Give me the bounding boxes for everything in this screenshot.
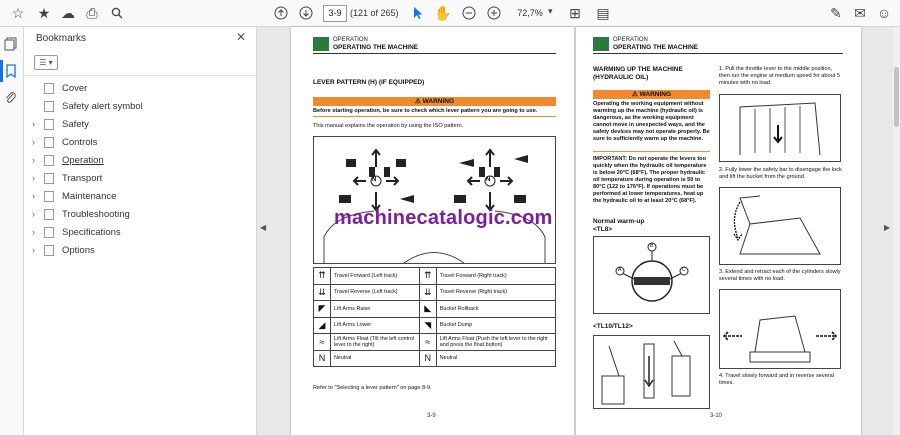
header-rule [593, 53, 843, 54]
table-row [314, 350, 556, 367]
bucket-dump-icon: ◥ [419, 317, 436, 334]
warning-rule [313, 116, 556, 117]
prev-page-glyph [274, 6, 288, 20]
sign-pen-icon[interactable]: ✎ [830, 4, 842, 21]
chevron-right-icon[interactable]: › [32, 173, 35, 183]
bookmarks-panel [24, 27, 257, 435]
table-cell: Bucket Rollback [436, 301, 555, 318]
bookmark-label: Options [62, 244, 95, 256]
scroll-thumb[interactable] [894, 67, 899, 127]
collapse-panel-left-icon[interactable]: ◀ [260, 223, 267, 232]
attachment-icon[interactable] [4, 91, 20, 107]
travel-reverse-icon: ⇊ [419, 284, 436, 301]
lift-raise-icon: ◤ [314, 301, 331, 318]
watermark-text: machinecatalogic.com [334, 207, 553, 229]
mail-icon[interactable]: ✉ [854, 4, 866, 21]
bookmark-star-icon[interactable]: ★ [37, 4, 51, 21]
throttle-lever [594, 336, 709, 408]
document-icon [44, 83, 54, 94]
page-count: (121 of 265) [350, 8, 399, 18]
warning-label: WARNING [639, 91, 672, 98]
page-thumbnails-icon[interactable] [4, 37, 20, 53]
select-cursor-icon[interactable] [408, 4, 428, 22]
home-star-icon[interactable]: ☆ [11, 4, 25, 21]
lift-float-icon: ≈ [314, 334, 331, 351]
travel-reverse-icon: ⇊ [314, 284, 331, 301]
next-page-glyph [299, 6, 313, 20]
warning-bar: ⚠ WARNING [593, 90, 710, 99]
bookmark-label: Safety [62, 118, 89, 130]
prev-page-icon[interactable] [271, 4, 291, 22]
bookmark-item-operation[interactable] [32, 151, 247, 169]
table-cell: Lift Arms Float (Tilt the left control lever to the right) [331, 334, 420, 351]
bucket-lift-figure [719, 187, 841, 265]
page-number-input[interactable]: 3-9 [323, 5, 347, 22]
bookmark-label: Operation [62, 154, 104, 166]
zoom-in-icon[interactable] [484, 4, 504, 22]
warning-label: WARNING [422, 98, 455, 105]
divider [24, 75, 257, 76]
chevron-down-icon[interactable]: ▾ [548, 6, 553, 16]
chevron-right-icon[interactable]: › [32, 137, 35, 147]
bookmark-item-safety[interactable] [32, 115, 247, 133]
table-cell: Bucket Dump [436, 317, 555, 334]
bookmarks-title: Bookmarks [36, 33, 87, 44]
dial-label-a: A [618, 267, 622, 273]
table-row [314, 317, 556, 334]
bookmark-label: Cover [62, 82, 88, 94]
zoom-out-icon[interactable] [459, 4, 479, 22]
dial-label-c: C [682, 267, 686, 273]
chevron-right-icon[interactable]: › [32, 209, 35, 219]
header-rule [313, 53, 556, 54]
manual-logo-icon [593, 37, 609, 51]
lever-diagram [314, 137, 555, 263]
footer-reference: Refer to "Selecting a lever pattern" on page 8-9. [313, 385, 432, 391]
close-icon[interactable]: ✕ [236, 30, 247, 44]
table-cell: Travel Forward (Left track) [331, 268, 420, 285]
bookmark-label: Transport [62, 172, 103, 184]
loader-cab-sketch [720, 95, 840, 161]
lever-right-neutral: N [486, 177, 491, 183]
bookmark-item-controls[interactable] [32, 133, 247, 151]
cursor-glyph [412, 6, 424, 20]
manual-logo-icon [313, 37, 329, 51]
section-title: LEVER PATTERN (H) (IF EQUIPPED) [313, 79, 425, 86]
table-cell: Neutral [331, 350, 420, 367]
section-title: WARMING UP THE MACHINE [593, 66, 683, 73]
pdf-page-left [291, 27, 574, 435]
comment-icon[interactable]: ▤ [596, 4, 610, 21]
bookmark-label: Troubleshooting [62, 208, 130, 220]
bookmark-label: Specifications [62, 226, 121, 238]
dial-label-b: B [650, 243, 654, 249]
bookmark-options-button[interactable]: ☰ ▾ [34, 55, 58, 70]
tl10-label: <TL10/TL12> [593, 323, 633, 330]
header-section: OPERATION [613, 37, 648, 43]
neutral-icon: N [314, 350, 331, 367]
header-section: OPERATION [333, 37, 368, 43]
loader-lift-sketch [720, 188, 840, 264]
throttle-lever-figure [593, 335, 710, 409]
document-icon [44, 191, 54, 202]
table-cell: Lift Arms Raise [331, 301, 420, 318]
document-icon [44, 119, 54, 130]
bookmark-item-safety-alert[interactable] [32, 97, 247, 115]
table-cell: Travel Forward (Right track) [436, 268, 555, 285]
warning-rule [593, 151, 710, 152]
engine-running-figure [719, 94, 841, 162]
intro-text: This manual explains the operation by using the ISO pattern. [313, 123, 464, 129]
table-cell: Travel Reverse (Right track) [436, 284, 555, 301]
table-row [314, 334, 556, 351]
lift-lower-icon: ◢ [314, 317, 331, 334]
step-4-text: 4. Travel slowly forward and in reverse several times. [719, 373, 835, 386]
table-cell: Neutral [436, 350, 555, 367]
document-icon [44, 245, 54, 256]
chevron-right-icon[interactable]: › [32, 245, 35, 255]
chevron-right-icon[interactable]: › [32, 155, 35, 165]
bookmark-label: Maintenance [62, 190, 117, 202]
attachment-glyph [4, 91, 18, 105]
table-row [314, 284, 556, 301]
thumbnails-glyph [4, 37, 18, 51]
zoom-level[interactable]: 72,7% [517, 8, 543, 18]
table-cell: Lift Arms Lower [331, 317, 420, 334]
lever-function-table [313, 267, 556, 367]
print-icon[interactable]: ⎙ [86, 4, 98, 21]
bookmark-label: Controls [62, 136, 98, 148]
bookmark-icon[interactable] [4, 64, 20, 80]
top-toolbar [0, 0, 900, 27]
collapse-panel-right-icon[interactable]: ▶ [884, 223, 891, 232]
throttle-dial-figure [593, 236, 710, 314]
lift-float-icon: ≈ [419, 334, 436, 351]
important-text: IMPORTANT: Do not operate the levers too quickly when the hydraulic oil temperature is below 20°C (68°F). The proper hydraulic oil temperature during operation is 50 to 80°C (122 to 176°F). If operations must be performed at lower temperatures, heat up the hydraulic oil to at least 20°C (68°F). [593, 156, 707, 204]
vertical-scrollbar[interactable] [893, 27, 900, 435]
zoom-in-glyph [487, 6, 501, 20]
step-1-text: 1. Pull the throttle lever to the middle position, then run the engine at medium speed for about 5 minutes with no load. [719, 66, 840, 86]
header-title: OPERATING THE MACHINE [333, 44, 419, 51]
page-number: 3-9 [427, 413, 436, 419]
document-icon [44, 101, 54, 112]
account-icon[interactable]: ☺ [876, 5, 892, 21]
tl8-label: <TL8> [593, 226, 613, 233]
chevron-right-icon[interactable]: › [32, 191, 35, 201]
page-number: 3-10 [710, 413, 723, 419]
hand-tool-icon[interactable]: ✋ [434, 4, 452, 21]
document-icon [44, 137, 54, 148]
bookmark-item-maintenance[interactable] [32, 187, 247, 205]
left-rail [0, 27, 24, 435]
search-glyph [111, 7, 123, 19]
neutral-icon: N [419, 350, 436, 367]
bookmark-glyph [4, 64, 18, 78]
bookmark-item-transport[interactable] [32, 169, 247, 187]
bookmark-label: Safety alert symbol [62, 100, 143, 112]
bucket-rollback-icon: ◣ [419, 301, 436, 318]
lever-pattern-figure [313, 136, 556, 264]
active-indicator [0, 60, 3, 82]
bookmark-item-options[interactable] [32, 241, 247, 259]
search-icon[interactable] [107, 4, 127, 22]
bookmark-item-troubleshooting[interactable] [32, 205, 247, 223]
zoom-out-glyph [462, 6, 476, 20]
table-cell: Lift Arms Float (Push the left lever to the right and press the float button) [436, 334, 555, 351]
header-title: OPERATING THE MACHINE [613, 44, 699, 51]
loader-travel-figure [719, 289, 841, 369]
step-2-text: 2. Fully lower the safety bar to disengage the lock and lift the bucket from the ground. [719, 167, 842, 180]
travel-forward-icon: ⇈ [314, 268, 331, 285]
warning-text: Operating the working equipment without warming up the machine (hydraulic oil) is dangerous, as the working equipment cannot move in unexpected ways, and the safety devices may not operate properly. Be sure to sufficiently warm up the machine. [593, 101, 710, 142]
warning-bar: ⚠ WARNING [313, 97, 556, 106]
document-icon [44, 173, 54, 184]
document-icon [44, 209, 54, 220]
table-row [314, 268, 556, 285]
table-cell: Travel Reverse (Left track) [331, 284, 420, 301]
next-page-icon[interactable] [296, 4, 316, 22]
lever-left-neutral: N [372, 177, 377, 183]
pdf-page-right [576, 27, 861, 435]
warning-text: Before starting operation, be sure to check which lever pattern you are going to use. [313, 108, 538, 114]
bookmark-item-cover[interactable] [32, 79, 247, 97]
section-subtitle: (HYDRAULIC OIL) [593, 74, 649, 81]
fit-page-icon[interactable]: ⊞ [569, 4, 581, 21]
chevron-right-icon[interactable]: › [32, 119, 35, 129]
upload-cloud-icon[interactable]: ☁ [61, 4, 75, 21]
document-icon [44, 227, 54, 238]
travel-forward-icon: ⇈ [419, 268, 436, 285]
document-icon [44, 155, 54, 166]
bookmark-item-specifications[interactable] [32, 223, 247, 241]
step-3-text: 3. Extend and retract each of the cylinders slowly several times with no load. [719, 269, 841, 282]
loader-travel-sketch [720, 290, 840, 368]
normal-warmup-label: Normal warm-up [593, 218, 645, 225]
table-row [314, 301, 556, 318]
chevron-right-icon[interactable]: › [32, 227, 35, 237]
